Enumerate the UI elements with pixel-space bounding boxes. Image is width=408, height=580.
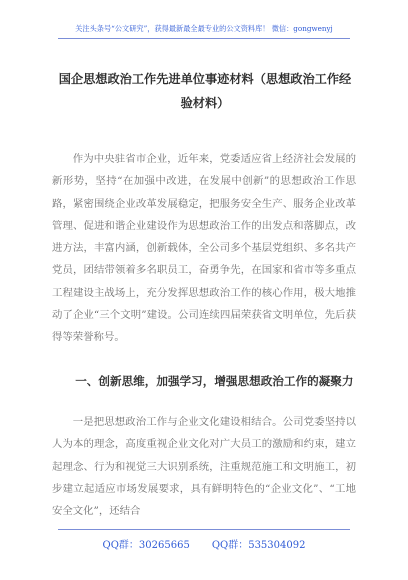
document-title: 国企思想政治工作先进单位事迹材料（思想政治工作经验材料）: [58, 72, 352, 110]
footer-qq-group-2: QQ群：535304092: [211, 540, 306, 551]
body-paragraph-1: 作为中央驻省市企业，近年来，党委适应省上经济社会发展的新形势，坚持“在加强中改进，在发展中创新”的思想政治工作思路，紧密围绕企业改革发展稳定，把服务安全生产、服务企业改革管理、促进和谐企业建设作为思想政治工作的出发点和落脚点，改进方法，丰富内涵，创新载体，全公司多个基层党组织、多名共产党员，团结带领着多名职员工，奋勇争先，在国家和省市等多重点工程建设主战场上，充分发挥思想政治工作的核心作用，极大地推动了企业“三个文明”建设。公司连续四届荣获省文明单位，先后获得等荣誉称号。: [52, 153, 356, 344]
footer-divider: [58, 529, 350, 530]
header-divider: [58, 38, 350, 39]
footer-qq-group-1: QQ群：30265665: [102, 540, 190, 551]
footer: [0, 536, 408, 551]
header-banner: 关注头条号“公文研究”，获得最新最全最专业的公文资料库！ 微信：gongwenyj: [75, 24, 333, 33]
body-paragraph-2: 一是把思想政治工作与企业文化建设相结合。公司党委坚持以人为本的理念，高度重视企业文化对广大员工的激励和约束，建立起理念、行为和视觉三大识别系统，注重规范施工和文明施工，初步建立起适应市场发展要求，具有鲜明特色的“企业文化”、“工地安全文化”，还结合: [52, 416, 356, 518]
section-heading: 一、创新思维，加强学习，增强思想政治工作的凝聚力: [75, 374, 354, 388]
